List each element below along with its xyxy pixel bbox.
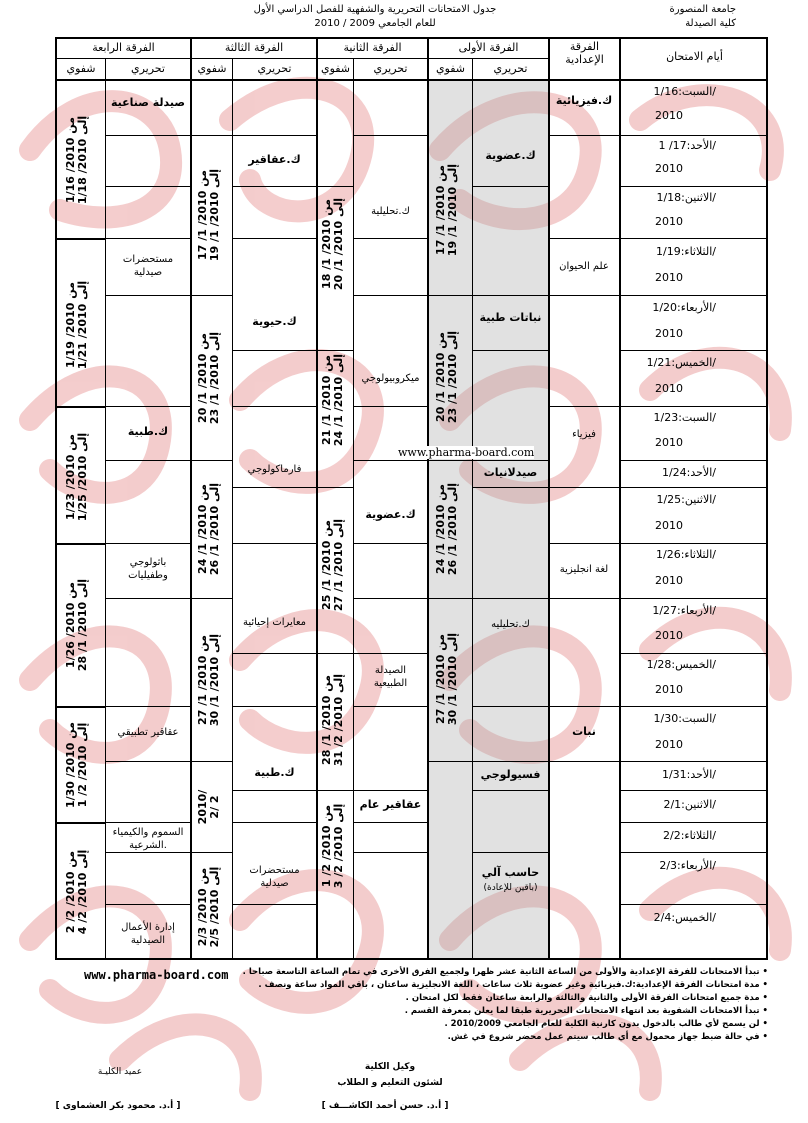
day-label: الخميس:1/21/ [646, 356, 716, 369]
first-year-oral-range: من 2010/ 1/ 27 إلى 2010/ 1/ 30 [434, 632, 459, 726]
row-line [548, 706, 619, 707]
third-year-oral-range: من 2010/ 1/ 20 إلى 2010/ 1/ 23 [196, 331, 221, 425]
row-line [232, 186, 316, 187]
row-line [619, 186, 768, 187]
prep-subject: ك.فيزيائية [555, 94, 613, 107]
day-label: الأربعاء:1/20/ [652, 301, 716, 314]
row-line [55, 822, 105, 824]
row-line [619, 706, 768, 707]
row-line [190, 598, 232, 599]
row-line [105, 598, 190, 599]
day-label: الأربعاء:2/3/ [659, 859, 716, 872]
row-line [55, 238, 105, 240]
row-line [105, 543, 190, 544]
third-year-subject: فارماكولوجي [247, 464, 302, 475]
day-label: الأربعاء:1/27/ [652, 604, 716, 617]
day-label: الثلاثاء:1/26/ [655, 548, 716, 561]
row-line [232, 822, 316, 823]
day-year: 2010 [655, 162, 683, 175]
day-label: الأحد:1/24/ [661, 466, 716, 479]
row-line [105, 406, 190, 407]
day-label: السبت:1/16/ [653, 85, 716, 98]
row-line [619, 543, 768, 544]
row-line [353, 852, 427, 853]
second-year-subject: ك.تحليلية [371, 206, 410, 217]
first-year-oral-range: من 2010/ 1/ 20 إلى 2010/ 1/ 23 [434, 330, 459, 424]
row-line [619, 904, 768, 905]
third-year-oral-range: من 2010/ 1/ 27 إلى 2010/ 1/ 30 [196, 633, 221, 727]
written-header: تحريري [131, 62, 165, 75]
row-line [472, 790, 548, 791]
col-line [232, 58, 233, 960]
row-line [232, 653, 316, 654]
row-line [353, 406, 427, 407]
fourth-year-subject: صيدلة صناعية [110, 96, 186, 109]
row-line [472, 295, 548, 296]
university-name: جامعة المنصورة [669, 4, 736, 15]
row-line [472, 761, 548, 762]
day-year: 2010 [655, 109, 683, 122]
fourth-year-subject: السموم والكيمياء الشرعية. [112, 827, 184, 851]
row-line [55, 58, 427, 59]
row-line [105, 822, 190, 823]
row-line [619, 350, 768, 351]
row-line [472, 852, 548, 853]
row-line [190, 761, 232, 762]
third-year-subject: معايرات إحيائية [242, 617, 307, 628]
third-year-header: الفرقة الثالثة [224, 41, 284, 54]
vice-dean-subtitle: لشئون التعليم و الطلاب [337, 1078, 443, 1088]
header-bottom-line [55, 79, 768, 81]
row-line [548, 406, 619, 407]
row-line [105, 460, 190, 461]
written-header: تحريري [373, 62, 408, 75]
row-line [619, 598, 768, 599]
written-header: تحريري [493, 62, 528, 75]
day-label: الاثنين:1/25/ [656, 493, 716, 506]
day-year: 2010 [655, 215, 683, 228]
prep-header: الفرقة الإعدادية [565, 40, 604, 66]
row-line [429, 58, 548, 59]
first-year-subject: نباتات طبية [479, 311, 542, 324]
row-line [105, 904, 190, 905]
row-line [353, 460, 427, 461]
col-line [472, 58, 473, 960]
schedule-title: جدول الامتحانات التحريرية والشفهية للفصل الدراسي الأول [253, 4, 497, 15]
day-label: الثلاثاء:1/19/ [655, 245, 716, 258]
row-line [548, 598, 619, 599]
second-year-oral-range: من 2010/ 1/ 18 إلى 2010/ 1/ 20 [320, 197, 345, 291]
row-line [232, 350, 316, 351]
second-year-header: الفرقة الثانية [343, 41, 402, 54]
prep-subject: علم الحيوان [559, 261, 609, 272]
row-line [353, 653, 427, 654]
row-line [427, 598, 472, 599]
col-line [353, 58, 354, 960]
dean-title: عميد الكليـة [97, 1067, 143, 1077]
row-line [190, 135, 232, 136]
row-line [232, 706, 316, 707]
day-label: الأحد:1/31/ [661, 768, 716, 781]
row-line [619, 487, 768, 488]
oral-header: شفوي [435, 62, 466, 75]
row-line [427, 460, 472, 461]
col-line [427, 37, 429, 960]
day-label: الثلاثاء:2/2/ [662, 829, 716, 842]
row-line [472, 598, 548, 599]
day-label: الخميس:2/4/ [653, 911, 716, 924]
oral-header: شفوي [320, 62, 351, 75]
day-label: السبت:1/30/ [653, 712, 716, 725]
day-year: 2010 [655, 271, 683, 284]
row-line [472, 487, 548, 488]
row-line [619, 761, 768, 762]
row-line [190, 460, 232, 461]
row-line [105, 135, 190, 136]
dean-name: [ أ.د. محمود بكر العشماوى ] [55, 1101, 181, 1111]
note-item: • تبدأ الامتحانات الشفوية بعد انتهاء الامتحانات التحريرية طبقا لما يعلن بمعرفة القسم . [404, 1006, 768, 1016]
row-line [105, 706, 190, 707]
day-year: 2010 [655, 683, 683, 696]
row-line [316, 790, 353, 791]
row-line [353, 238, 427, 239]
row-line [232, 790, 316, 791]
row-line [548, 543, 619, 544]
fourth-year-oral-range: من 2010/ 1/30 إلى 2010/ 2/ 1 [64, 722, 89, 809]
row-line [619, 822, 768, 823]
note-item: • في حالة ضبط جهاز محمول مع أي طالب سيتم عمل محضر شروع في غش. [447, 1032, 768, 1042]
vice-dean-title: وكيل الكلية [364, 1062, 416, 1072]
days-header: أيام الامتحان [666, 50, 723, 63]
row-line [316, 186, 353, 187]
row-line [105, 295, 190, 296]
row-line [619, 238, 768, 239]
row-line [353, 790, 427, 791]
row-line [619, 653, 768, 654]
row-line [548, 135, 619, 136]
row-line [232, 904, 316, 905]
first-year-oral-range: من 2010/ 1/ 17 إلى 2010/ 1/ 19 [434, 163, 459, 257]
row-line [55, 406, 105, 408]
third-year-oral-range: من 2010/ 2/3 إلى 2010/ 2/5 [196, 866, 221, 948]
fourth-year-oral-range: من 2010/ 2/ 2 إلى 2010/ 2/ 4 [64, 849, 89, 935]
row-line [105, 186, 190, 187]
note-item: • مدة جميع امتحانات الفرقة الأولى والثانية والثالثة والرابعة ساعتان فقط لكل امتحان . [405, 993, 768, 1003]
third-year-subject: ك.طبية [254, 766, 295, 779]
first-year-subject: ك.عضوية [485, 149, 536, 162]
note-item: • مدة امتحانات الفرقة الإعدادية:ك.فيزيائية وغير عضوية ثلاث ساعات ، اللغة الانجليزية ساعتان ، باقي المواد ساعة ونصف . [258, 980, 768, 990]
row-line [353, 822, 427, 823]
day-year: 2010 [655, 519, 683, 532]
row-line [548, 487, 619, 488]
first-year-subject: ك.تحليليه [491, 619, 530, 630]
row-line [232, 487, 316, 488]
day-year: 2010 [655, 629, 683, 642]
row-line [353, 295, 427, 296]
row-line [472, 350, 548, 351]
row-line [619, 790, 768, 791]
row-line [548, 238, 619, 239]
row-line [55, 543, 105, 545]
first-year-subject: صيدلانيات [483, 466, 538, 479]
first-year-subject: فسيولوجي [480, 768, 541, 781]
day-label: الأحد:17/ 1/ [658, 139, 716, 152]
col-line [548, 37, 550, 960]
first-year-subject: حاسب آلي [481, 866, 540, 879]
fourth-year-subject: مستحضرات صيدلية [122, 254, 174, 278]
row-line [55, 706, 105, 708]
day-label: الخميس:1/28/ [646, 658, 716, 671]
day-year: 2010 [655, 574, 683, 587]
row-line [105, 238, 190, 239]
second-year-oral-range: من 2010/ 1/ 28 إلى 2010/ 2/ 31 [320, 673, 345, 767]
first-year-header: الفرقة الأولى [458, 41, 519, 54]
day-label: السبت:1/23/ [653, 411, 716, 424]
first-year-subject-note: (باقين للإعادة) [483, 883, 538, 893]
second-year-oral-range: من 2010/ 1/ 21 إلى 2010/ 1/ 24 [320, 353, 345, 447]
fourth-year-oral-range: من 2010/ 1/23 إلى 2010/ 1/25 [64, 432, 89, 522]
fourth-year-subject: عقاقير تطبيقي [117, 727, 179, 738]
row-line [316, 653, 353, 654]
third-year-oral-range: من 2010/ 1/ 17 إلى 2010/ 1/ 19 [196, 168, 221, 262]
second-year-subject: ميكروبيولوجي [361, 373, 420, 384]
watermark-text: www.pharma-board.com [398, 446, 535, 459]
fourth-year-subject: ك.طبية [127, 425, 169, 438]
col-line [105, 58, 106, 960]
row-line [353, 706, 427, 707]
fourth-year-subject: إدارة الأعمال الصيدلية [121, 922, 175, 946]
first-year-oral-range: من 2010/ 1/ 24 إلى 2010/ 1/ 26 [434, 482, 459, 576]
fourth-year-oral-range: من 2010/ 1/16 إلى 2010/ 1/18 [64, 115, 89, 205]
row-line [619, 460, 768, 461]
note-item: • لن يسمح لأي طالب بالدخول بدون كارنية الكلية للعام الجامعي 2010/2009 . [444, 1019, 768, 1029]
third-year-subject: ك.عقاقير [248, 153, 301, 166]
col-line [190, 37, 192, 960]
row-line [472, 706, 548, 707]
second-year-oral-range: من 2010/ 1/ 25 إلى 2010/ 1/ 27 [320, 518, 345, 612]
third-year-subject: مستحضرات صيدلية [249, 865, 300, 889]
second-year-oral-range: من 2010/ 2/ 1 إلى 2010/ 2/ 3 [320, 803, 345, 889]
row-line [548, 761, 619, 762]
row-line [353, 135, 427, 136]
faculty-name: كلية الصيدلة [685, 18, 736, 29]
third-year-oral-range: من 2010/ 1/ 24 إلى 2010/ 1/ 26 [196, 482, 221, 576]
second-year-subject: الصيدلة الطبيعية [373, 665, 408, 689]
fourth-year-header: الفرقة الرابعة [92, 41, 155, 54]
row-line [190, 295, 232, 296]
day-year: 2010 [655, 738, 683, 751]
notes-list [242, 966, 768, 1044]
row-line [232, 238, 316, 239]
fourth-year-oral-range: من 2010/ 1/19 إلى 2010/ 1/21 [64, 280, 89, 370]
day-year: 2010 [655, 382, 683, 395]
fourth-year-subject: باثولوجي وطفيليات [128, 557, 168, 581]
row-line [427, 295, 472, 296]
note-item: • تبدأ الامتحانات للفرقة الإعدادية والأولى من الساعة الثانية عشر ظهرا ولجميع الفرق الأخرى في تمام الساعة التاسعة صباحا . [242, 967, 768, 977]
academic-year: للعام الجامعي 2009 / 2010 [314, 18, 436, 29]
day-label: الاثنين:2/1/ [663, 798, 716, 811]
row-line [619, 406, 768, 407]
oral-header: شفوي [197, 62, 227, 75]
fourth-year-oral-range: من 2010/ 1/26 إلى 2010/ 1/ 28 [64, 578, 89, 672]
oral-header: شفوي [66, 62, 96, 75]
row-line [619, 852, 768, 853]
row-line [472, 460, 548, 461]
row-line [472, 186, 548, 187]
vice-dean-name: [ أ.د. حسن أحمد الكاشـــف ] [321, 1101, 449, 1111]
row-line [105, 761, 190, 762]
row-line [427, 761, 472, 762]
third-year-oral-range: 2010/ 2/ 2 [196, 789, 221, 825]
prep-subject: لغة انجليزية [559, 564, 609, 575]
row-line [190, 852, 232, 853]
row-line [619, 295, 768, 296]
footer-website: www.pharma-board.com [84, 968, 229, 982]
second-year-subject: عقاقير عام [359, 798, 422, 811]
row-line [619, 135, 768, 136]
written-header: تحريري [257, 62, 292, 75]
row-line [105, 852, 190, 853]
day-year: 2010 [655, 436, 683, 449]
third-year-subject: ك.حيوية [252, 315, 297, 328]
row-line [316, 487, 353, 488]
row-line [232, 406, 316, 407]
row-line [353, 543, 427, 544]
day-label: الاثنين:1/18/ [656, 191, 716, 204]
second-year-subject: ك.عضوية [365, 508, 416, 521]
row-line [232, 135, 316, 136]
day-year: 2010 [655, 327, 683, 340]
prep-subject: نبات [572, 725, 596, 738]
row-line [232, 543, 316, 544]
row-line [353, 598, 427, 599]
prep-subject: فيزياء [572, 429, 596, 440]
col-line [316, 37, 318, 960]
row-line [548, 295, 619, 296]
